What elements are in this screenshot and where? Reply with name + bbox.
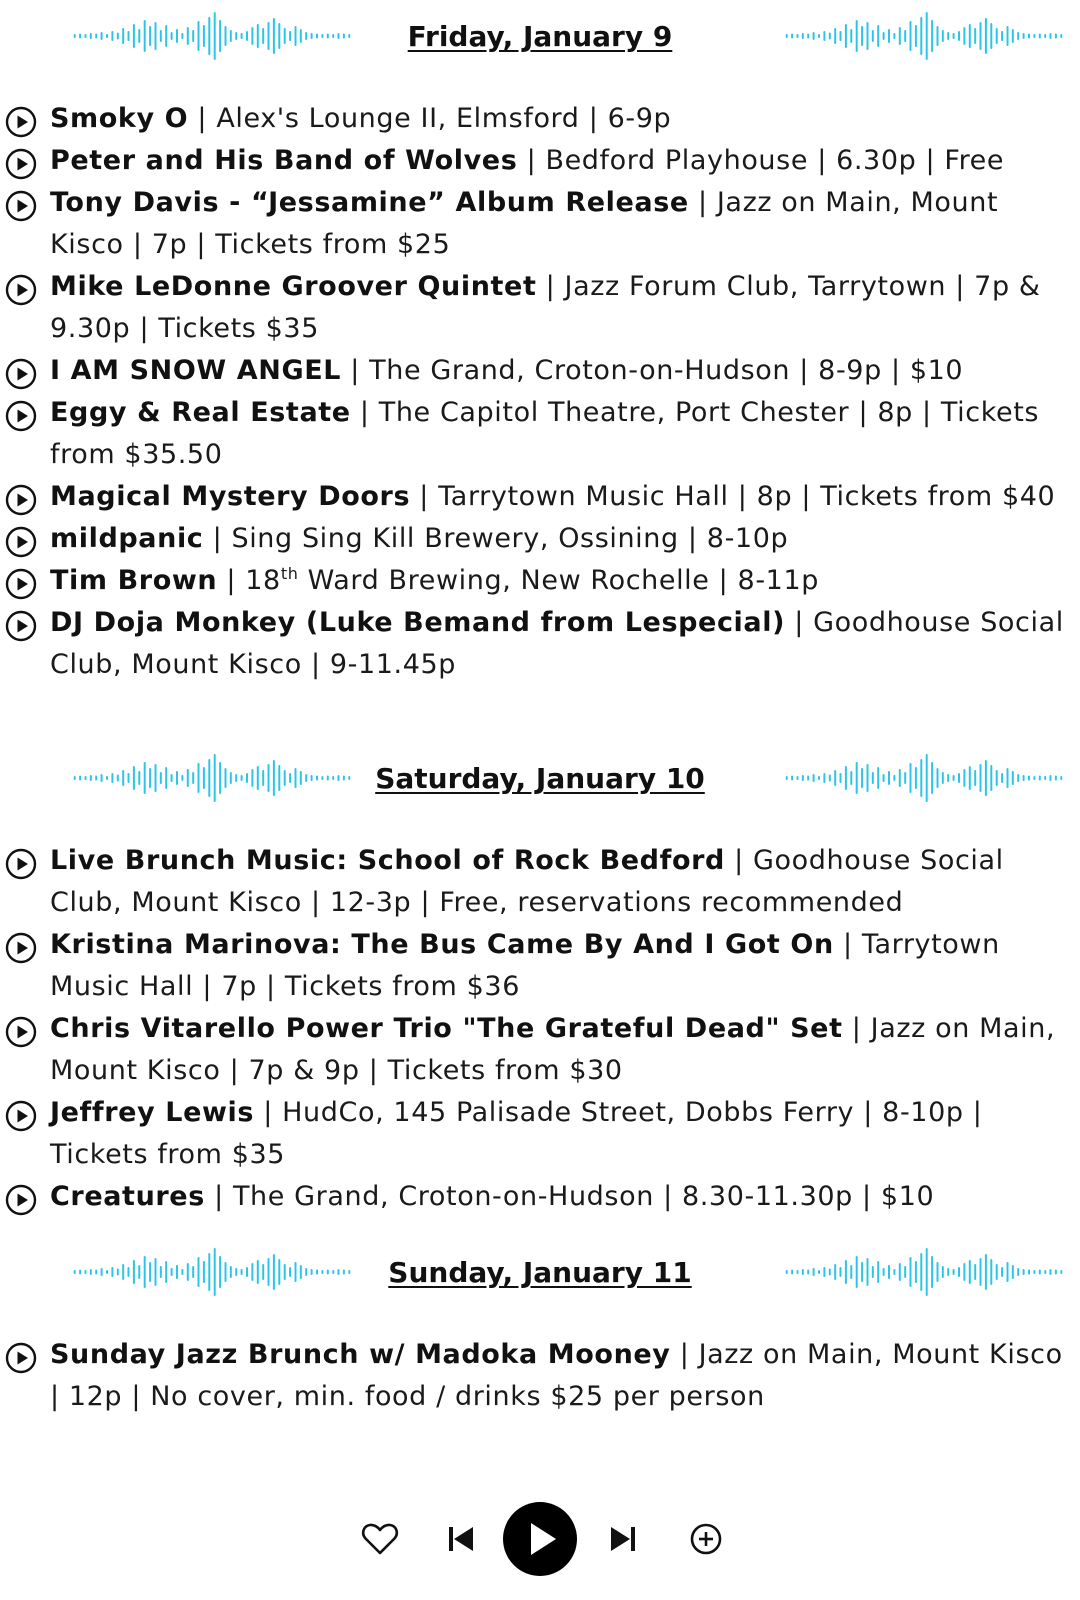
event-item (0, 1176, 1080, 1218)
ordinal-suffix: th (280, 564, 299, 583)
day-title: Friday, January 9 (407, 20, 673, 53)
event-list-sunday (0, 1334, 1080, 1418)
event-item (0, 560, 1080, 602)
play-circle-icon[interactable] (5, 1100, 37, 1132)
separator: | (410, 481, 439, 512)
event-item (0, 840, 1080, 924)
event-item (0, 518, 1080, 560)
event-name: Smoky O (50, 103, 189, 134)
play-circle-icon[interactable] (5, 148, 37, 180)
event-details: Tarrytown Music Hall | 8p | Tickets from $40 (438, 481, 1056, 512)
event-item (0, 602, 1080, 686)
play-circle-icon[interactable] (5, 1342, 37, 1374)
event-details: Jazz on Main, Mount Kisco | 7p | Tickets from $25 (50, 187, 999, 260)
day-header-friday (0, 0, 1080, 70)
event-details: Jazz on Main, Mount Kisco | 12p | No cover, min. food / drinks $25 per person (50, 1339, 1063, 1412)
play-circle-icon[interactable] (5, 274, 37, 306)
separator: | (670, 1339, 699, 1370)
play-circle-icon[interactable] (5, 400, 37, 432)
event-name: Magical Mystery Doors (50, 481, 411, 512)
event-item (0, 266, 1080, 350)
event-name: Mike LeDonne Groover Quintet (50, 271, 537, 302)
play-circle-icon[interactable] (5, 568, 37, 600)
separator: | (217, 565, 246, 596)
event-details: The Grand, Croton-on-Hudson | 8-9p | $10 (369, 355, 964, 386)
event-name: Tony Davis - “Jessamine” Album Release (50, 187, 689, 218)
separator: | (833, 929, 862, 960)
event-item (0, 98, 1080, 140)
play-circle-icon[interactable] (5, 484, 37, 516)
play-circle-icon[interactable] (5, 190, 37, 222)
day-title: Saturday, January 10 (375, 762, 705, 795)
event-item (0, 140, 1080, 182)
event-item (0, 392, 1080, 476)
event-details: Jazz Forum Club, Tarrytown | 7p & 9.30p | Tickets $35 (50, 271, 1041, 344)
event-details: Goodhouse Social Club, Mount Kisco | 12-3p | Free, reservations recommended (50, 845, 1004, 918)
event-item (0, 350, 1080, 392)
play-circle-icon[interactable] (5, 526, 37, 558)
event-name: Eggy & Real Estate (50, 397, 351, 428)
play-circle-icon[interactable] (5, 1184, 37, 1216)
event-name: Peter and His Band of Wolves (50, 145, 518, 176)
play-circle-icon[interactable] (5, 358, 37, 390)
play-circle-icon[interactable] (5, 610, 37, 642)
separator: | (341, 355, 370, 386)
add-circle-icon[interactable] (688, 1521, 724, 1557)
play-circle-icon[interactable] (5, 848, 37, 880)
event-details: The Capitol Theatre, Port Chester | 8p | Tickets from $35.50 (50, 397, 1040, 470)
event-details-prefix: 18 (245, 565, 281, 596)
separator: | (254, 1097, 283, 1128)
event-details: Jazz on Main, Mount Kisco | 7p & 9p | Tickets from $30 (50, 1013, 1056, 1086)
event-item (0, 1334, 1080, 1418)
event-name: Chris Vitarello Power Trio "The Grateful Dead" Set (50, 1013, 843, 1044)
play-circle-icon[interactable] (5, 1016, 37, 1048)
play-icon[interactable] (502, 1501, 578, 1577)
sound-wave-icon (784, 748, 1064, 808)
event-name: Jeffrey Lewis (50, 1097, 255, 1128)
event-name: mildpanic (50, 523, 204, 554)
event-list-friday (0, 98, 1080, 686)
event-details: Goodhouse Social Club, Mount Kisco | 9-11.45p (50, 607, 1064, 680)
event-details: Tarrytown Music Hall | 7p | Tickets from $36 (50, 929, 1000, 1002)
day-header-saturday (0, 742, 1080, 812)
event-item (0, 1092, 1080, 1176)
separator: | (188, 103, 217, 134)
separator: | (203, 523, 232, 554)
event-name: DJ Doja Monkey (Luke Bemand from Lespecial) (50, 607, 786, 638)
event-name: Tim Brown (50, 565, 218, 596)
next-icon[interactable] (604, 1521, 640, 1557)
separator: | (536, 271, 565, 302)
player-controls (0, 1495, 1080, 1585)
separator: | (517, 145, 546, 176)
sound-wave-icon (784, 1242, 1064, 1302)
event-name: Creatures (50, 1181, 205, 1212)
event-name: Sunday Jazz Brunch w/ Madoka Mooney (50, 1339, 671, 1370)
heart-icon[interactable] (360, 1519, 400, 1559)
event-details: Bedford Playhouse | 6.30p | Free (545, 145, 1005, 176)
event-item (0, 476, 1080, 518)
sound-wave-icon (784, 6, 1064, 66)
event-details: Ward Brewing, New Rochelle | 8-11p (298, 565, 819, 596)
separator: | (785, 607, 814, 638)
event-item (0, 182, 1080, 266)
event-details: Alex's Lounge II, Elmsford | 6-9p (216, 103, 672, 134)
event-name: I AM SNOW ANGEL (50, 355, 342, 386)
event-name: Live Brunch Music: School of Rock Bedford (50, 845, 725, 876)
play-circle-icon[interactable] (5, 932, 37, 964)
event-list-saturday (0, 840, 1080, 1218)
separator: | (842, 1013, 871, 1044)
event-details: Sing Sing Kill Brewery, Ossining | 8-10p (231, 523, 789, 554)
event-details: HudCo, 145 Palisade Street, Dobbs Ferry | 8-10p | Tickets from $35 (50, 1097, 983, 1170)
separator: | (350, 397, 379, 428)
day-title: Sunday, January 11 (388, 1256, 692, 1289)
previous-icon[interactable] (444, 1521, 480, 1557)
separator: | (724, 845, 753, 876)
play-circle-icon[interactable] (5, 106, 37, 138)
event-name: Kristina Marinova: The Bus Came By And I Got On (50, 929, 834, 960)
event-item (0, 924, 1080, 1008)
separator: | (204, 1181, 233, 1212)
event-item (0, 1008, 1080, 1092)
event-details: The Grand, Croton-on-Hudson | 8.30-11.30p | $10 (232, 1181, 935, 1212)
separator: | (688, 187, 717, 218)
day-header-sunday (0, 1236, 1080, 1306)
